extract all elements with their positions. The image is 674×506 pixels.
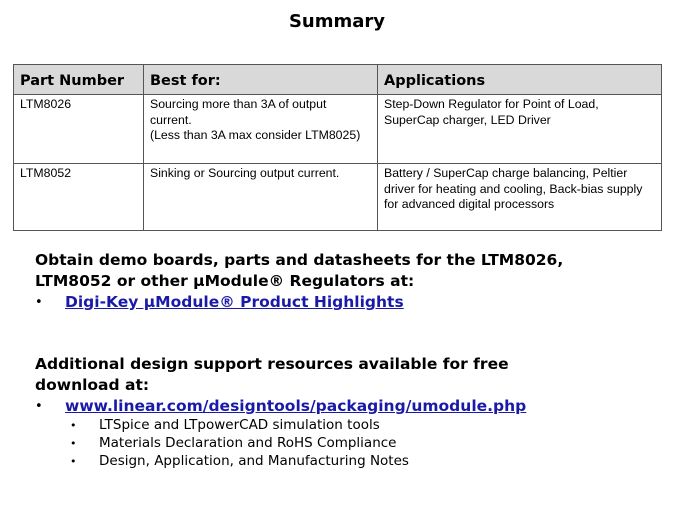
sub-list-item (70, 416, 380, 435)
additional-bullet-item (35, 396, 526, 417)
cell-part-number: LTM8052 (14, 164, 144, 231)
sub-list-item (70, 452, 409, 471)
summary-table (13, 64, 662, 231)
table-row (14, 95, 662, 164)
header-part-number: Part Number (14, 65, 144, 95)
cell-applications: Step-Down Regulator for Point of Load, SuperCap charger, LED Driver (378, 95, 662, 164)
bullet-icon: • (70, 419, 77, 432)
digikey-link[interactable]: Digi-Key µModule® Product Highlights (65, 293, 404, 311)
obtain-heading-line-2: LTM8052 or other µModule® Regulators at: (35, 272, 415, 290)
additional-heading-line-1: Additional design support resources available for free (35, 355, 509, 373)
best-for-line: Sourcing more than 3A of output current. (150, 97, 327, 127)
bullet-icon: • (70, 437, 77, 450)
best-for-note: (Less than 3A max consider LTM8025) (150, 128, 361, 142)
bullet-icon: • (35, 399, 43, 414)
table-row (14, 164, 662, 231)
obtain-heading-line-1: Obtain demo boards, parts and datasheets for the LTM8026, (35, 251, 564, 269)
additional-heading-line-2: download at: (35, 376, 150, 394)
slide-title: Summary (288, 11, 386, 32)
cell-applications: Battery / SuperCap charge balancing, Peltier driver for heating and cooling, Back-bias supply for advanced digital processors (378, 164, 662, 231)
sub-item-label: LTSpice and LTpowerCAD simulation tools (99, 417, 380, 433)
bullet-icon: • (70, 455, 77, 468)
linear-umodule-link[interactable]: www.linear.com/designtools/packaging/umodule.php (65, 397, 527, 415)
cell-best-for (144, 95, 378, 164)
best-for-line: Sinking or Sourcing output current. (150, 166, 340, 180)
additional-heading (35, 354, 509, 396)
table-header-row (14, 65, 662, 95)
sub-item-label: Design, Application, and Manufacturing Notes (99, 453, 409, 469)
obtain-bullet-item (35, 292, 404, 313)
sub-item-label: Materials Declaration and RoHS Compliance (99, 435, 397, 451)
obtain-heading (35, 250, 563, 292)
sub-list-item (70, 434, 397, 453)
header-best-for: Best for: (144, 65, 378, 95)
cell-best-for (144, 164, 378, 231)
header-applications: Applications (378, 65, 662, 95)
bullet-icon: • (35, 295, 43, 310)
cell-part-number: LTM8026 (14, 95, 144, 164)
